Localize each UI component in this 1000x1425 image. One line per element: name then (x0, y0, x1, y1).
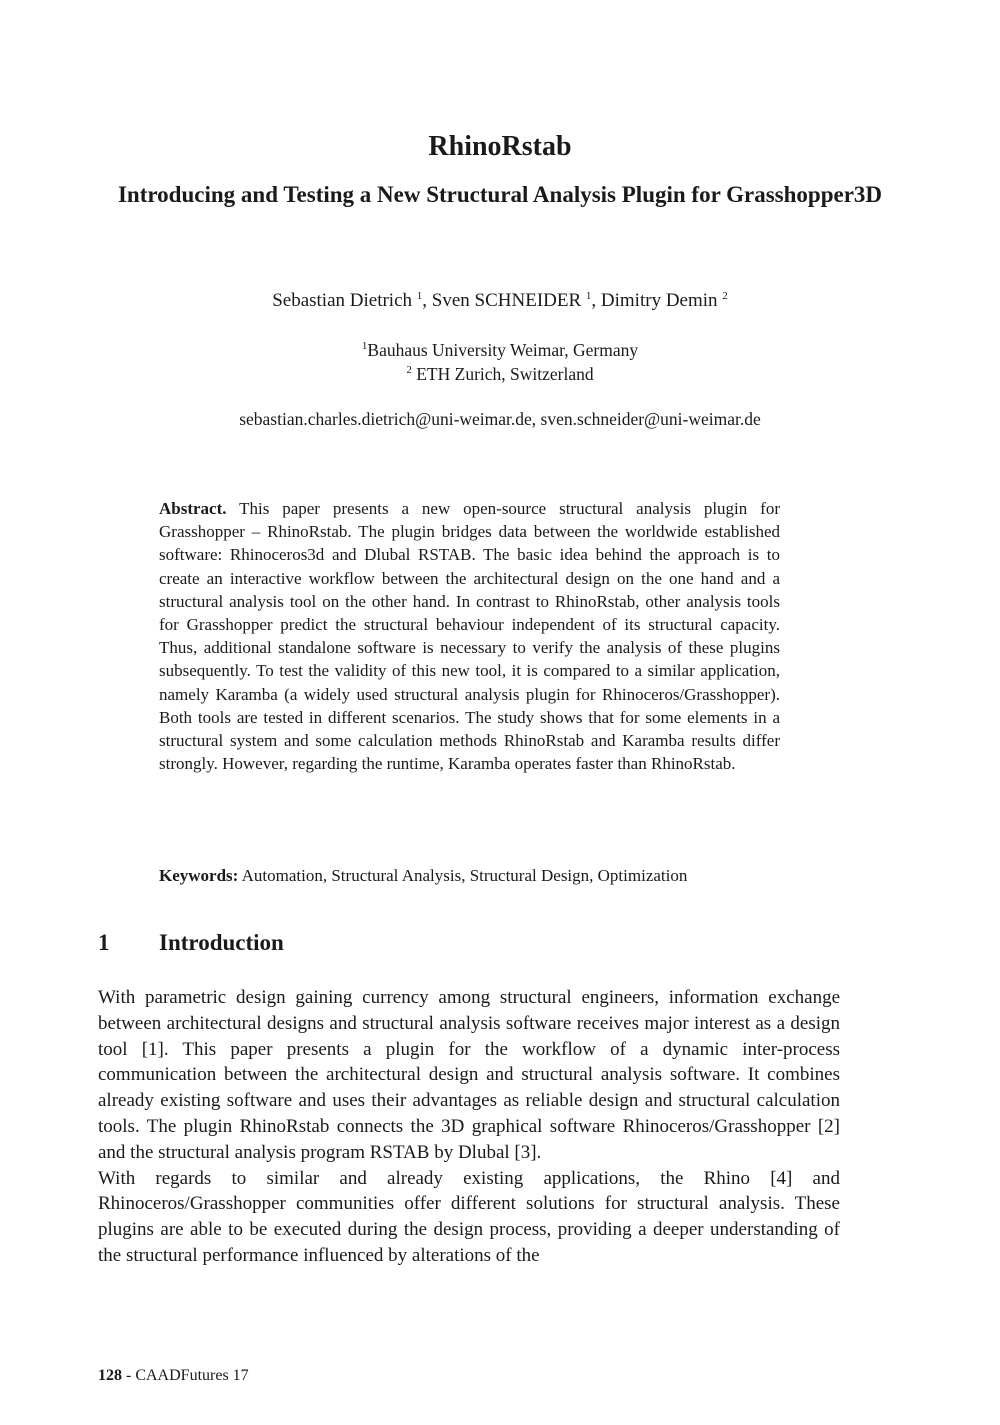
affiliation-mark: 2 (722, 290, 728, 302)
section-title: Introduction (159, 930, 284, 955)
paper-subtitle: Introducing and Testing a New Structural Analysis Plugin for Grasshopper3D (117, 182, 883, 207)
paragraph: With regards to similar and already existing applications, the Rhino [4] and Rhinoceros/Grasshopper communities offer different solutions for structural analysis. These plugins are able to be executed during the design process, providing a deeper understanding of the structural performance influenced by alterations of the (98, 1167, 840, 1266)
keywords (159, 866, 799, 886)
author: Sebastian Dietrich $^1$, (272, 290, 432, 311)
keywords-text: Automation, Structural Analysis, Structural Design, Optimization (238, 866, 688, 885)
keywords-label: Keywords: (159, 866, 239, 885)
abstract-label: Abstract. (159, 499, 227, 518)
author-emails: sebastian.charles.dietrich@uni-weimar.de, sven.schneider@uni-weimar.de (239, 409, 761, 429)
page-footer (98, 1367, 249, 1385)
abstract-text: This paper presents a new open-source structural analysis plugin for Grasshopper – RhinoRstab. The plugin bridges data between the worldwide established software: Rhinoceros3d and Dlubal RSTAB. The basic idea behind the approach is to create an interactive workflow between the architectural design on the one hand and a structural analysis tool on the other hand. In contrast to RhinoRstab, other analysis tools for Grasshopper predict the structural behaviour independent of its structural capacity. Thus, additional standalone software is necessary to verify the analysis of these plugins subsequently. To test the validity of this new tool, it is compared to a similar application, namely Karamba (a widely used structural analysis plugin for Rhinoceros/Grasshopper). Both tools are tested in different scenarios. The study shows that for some elements in a structural system and some calculation methods RhinoRstab and Karamba results differ strongly. However, regarding the runtime, Karamba operates faster than RhinoRstab. (159, 499, 780, 774)
paragraph: With parametric design gaining currency among structural engineers, information exchange between architectural designs and structural analysis software receives major interest as a design tool [1]. This paper presents a plugin for the workflow of a dynamic inter-process communication between the architectural design and structural analysis software. It combines already existing software and uses their advantages as reliable design and structural calculation tools. The plugin RhinoRstab connects the 3D graphical software Rhinoceros/Grasshopper [2] and the structural analysis program RSTAB by Dlubal [3]. (98, 987, 840, 1163)
author: Sven SCHNEIDER $^1$, (431, 290, 601, 311)
affiliation-mark: 1 (416, 290, 423, 302)
page-number: 128 (98, 1367, 122, 1384)
affiliation-mark: 1 (585, 290, 592, 302)
author-list (0, 290, 1000, 312)
section-number: 1 (98, 930, 110, 955)
footer-text: - CAADFutures 17 (122, 1367, 249, 1384)
author: Dimitry Demin $^2$ (600, 290, 728, 311)
paper-title: RhinoRstab (428, 131, 572, 162)
affiliation: $^1$Bauhaus University Weimar, Germany (361, 340, 639, 360)
affiliation: $^2$ ETH Zurich, Switzerland (406, 364, 594, 384)
affiliations (0, 338, 1000, 386)
intro-body (98, 985, 840, 1269)
section-heading (98, 930, 284, 956)
abstract (159, 497, 780, 775)
